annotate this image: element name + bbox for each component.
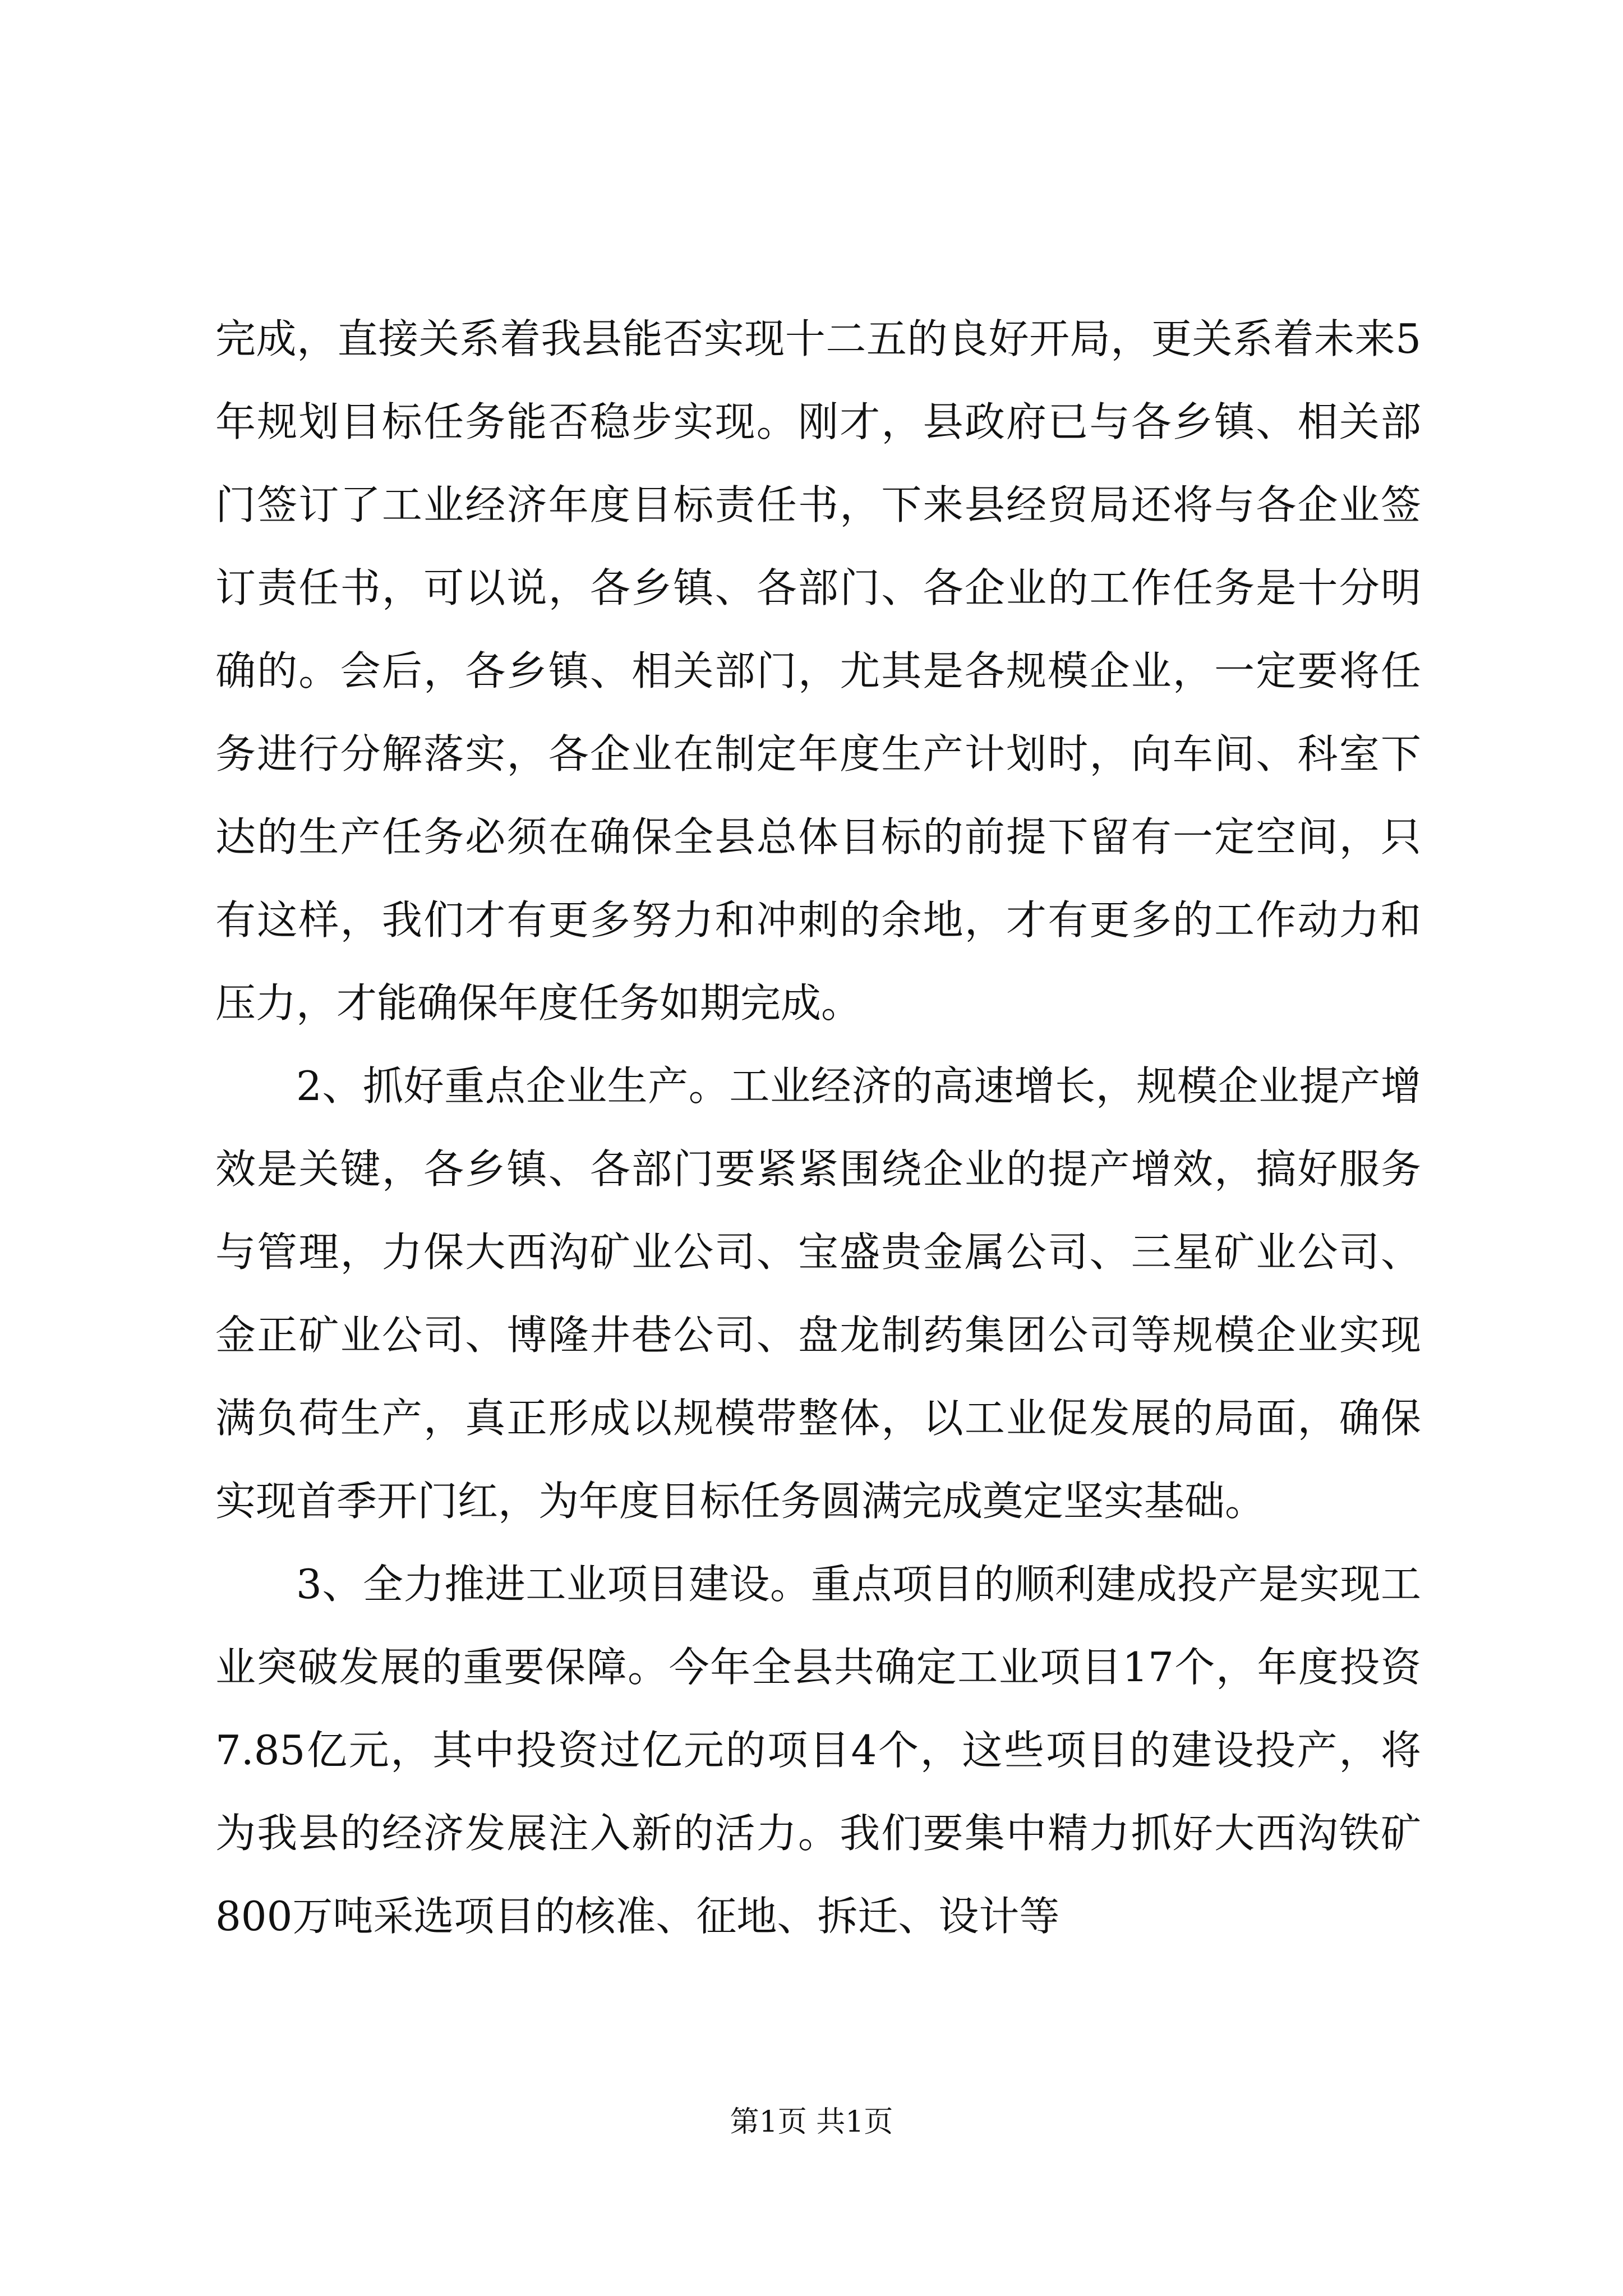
document-body — [215, 297, 1421, 1958]
page-number-label: 第1页 共1页 — [730, 2105, 893, 2139]
paragraph-industrial-projects: 3、全力推进工业项目建设。重点项目的顺利建成投产是实现工业突破发展的重要保障。今年全县共确定工业项目17个，年度投资7.85亿元，其中投资过亿元的项目4个，这些项目的建设投产，将为我县的经济发展注入新的活力。我们要集中精力抓好大西沟铁矿800万吨采选项目的核准、征地、拆迁、设计等 — [215, 1561, 1421, 1940]
page-footer — [0, 2102, 1623, 2142]
paragraph-continuation: 完成，直接关系着我县能否实现十二五的良好开局，更关系着未来5年规划目标任务能否稳步实现。刚才，县政府已与各乡镇、相关部门签订了工业经济年度目标责任书，下来县经贸局还将与各企业签订责任书，可以说，各乡镇、各部门、各企业的工作任务是十分明确的。会后，各乡镇、相关部门，尤其是各规模企业，一定要将任务进行分解落实，各企业在制定年度生产计划时，向车间、科室下达的生产任务必须在确保全县总体目标的前提下留有一定空间，只有这样，我们才有更多努力和冲刺的余地，才有更多的工作动力和压力，才能确保年度任务如期完成。 — [215, 315, 1421, 1027]
paragraph-key-enterprises: 2、抓好重点企业生产。工业经济的高速增长，规模企业提产增效是关键，各乡镇、各部门要紧紧围绕企业的提产增效，搞好服务与管理，力保大西沟矿业公司、宝盛贵金属公司、三星矿业公司、金正矿业公司、博隆井巷公司、盘龙制药集团公司等规模企业实现满负荷生产，真正形成以规模带整体，以工业促发展的局面，确保实现首季开门红，为年度目标任务圆满完成奠定坚实基础。 — [215, 1062, 1421, 1525]
